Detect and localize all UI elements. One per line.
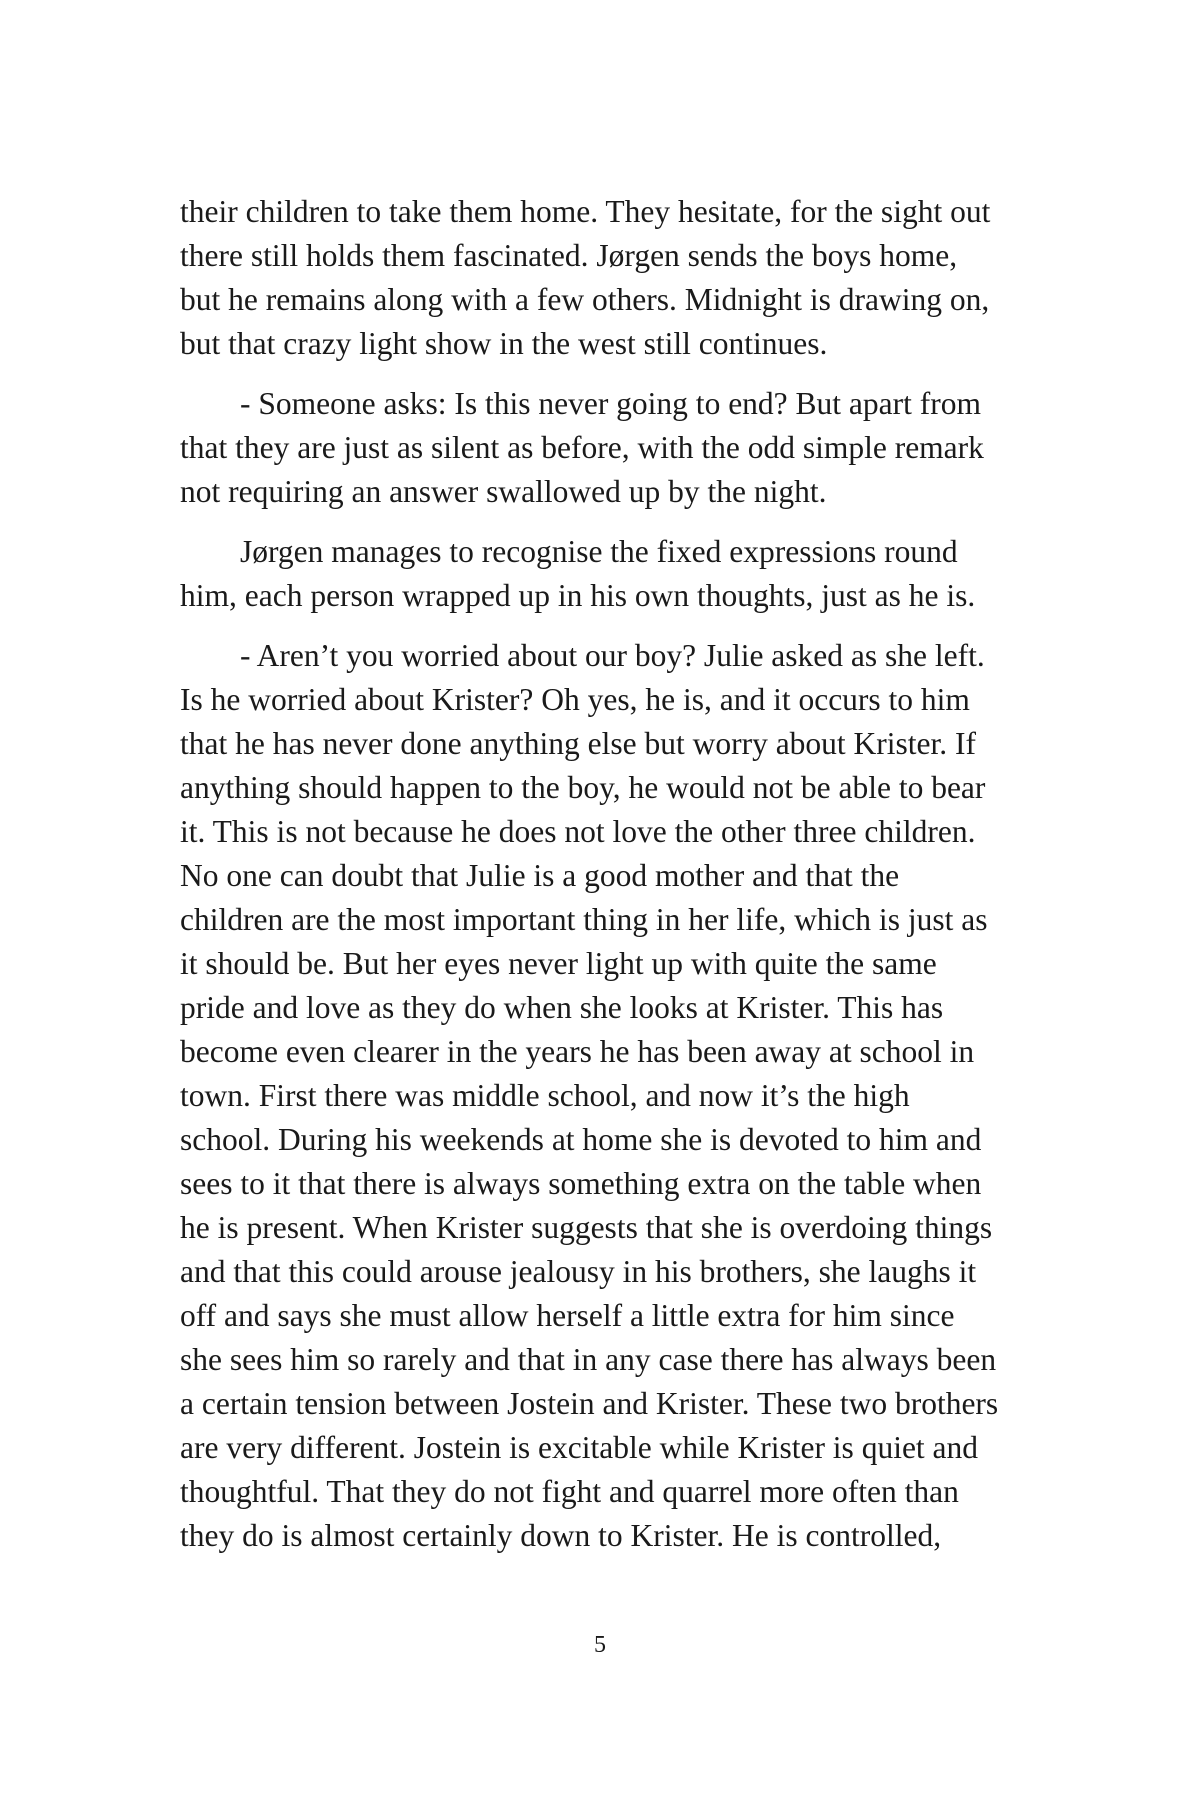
text-line: there still holds them fascinated. Jørgen sends the boys home,	[180, 238, 958, 273]
page-number: 5	[594, 1632, 606, 1658]
text-line: anything should happen to the boy, he would not be able to bear	[180, 770, 986, 805]
text-line: a certain tension between Jostein and Krister. These two brothers	[180, 1386, 999, 1421]
text-line: him, each person wrapped up in his own thoughts, just as he is.	[180, 578, 976, 613]
paragraph-2	[180, 382, 1060, 514]
text-line: not requiring an answer swallowed up by the night.	[180, 474, 827, 509]
text-line: that they are just as silent as before, with the odd simple remark	[180, 430, 984, 465]
paragraph-1	[180, 190, 1060, 366]
text-line: - Aren’t you worried about our boy? Julie asked as she left.	[240, 638, 985, 673]
text-line: Jørgen manages to recognise the fixed expressions round	[240, 534, 958, 569]
text-line: become even clearer in the years he has been away at school in	[180, 1034, 975, 1069]
text-line: their children to take them home. They hesitate, for the sight out	[180, 194, 991, 229]
text-line: off and says she must allow herself a little extra for him since	[180, 1298, 955, 1333]
page-body	[180, 190, 1060, 1574]
text-line: - Someone asks: Is this never going to end? But apart from	[240, 386, 981, 421]
text-line: town. First there was middle school, and now it’s the high	[180, 1078, 910, 1113]
text-line: but that crazy light show in the west still continues.	[180, 326, 828, 361]
text-line: that he has never done anything else but worry about Krister. If	[180, 726, 977, 761]
text-line: but he remains along with a few others. Midnight is drawing on,	[180, 282, 990, 317]
text-line: she sees him so rarely and that in any case there has always been	[180, 1342, 997, 1377]
text-line: school. During his weekends at home she is devoted to him and	[180, 1122, 982, 1157]
text-line: they do is almost certainly down to Krister. He is controlled,	[180, 1518, 942, 1553]
text-line: sees to it that there is always something extra on the table when	[180, 1166, 982, 1201]
text-line: it should be. But her eyes never light up with quite the same	[180, 946, 937, 981]
text-line: are very different. Jostein is excitable while Krister is quiet and	[180, 1430, 979, 1465]
text-line: it. This is not because he does not love the other three children.	[180, 814, 976, 849]
text-line: and that this could arouse jealousy in his brothers, she laughs it	[180, 1254, 977, 1289]
paragraph-3	[180, 530, 1060, 618]
text-line: pride and love as they do when she looks at Krister. This has	[180, 990, 944, 1025]
text-line: he is present. When Krister suggests that she is overdoing things	[180, 1210, 993, 1245]
text-line: thoughtful. That they do not fight and quarrel more often than	[180, 1474, 959, 1509]
text-line: children are the most important thing in her life, which is just as	[180, 902, 988, 937]
text-line: Is he worried about Krister? Oh yes, he is, and it occurs to him	[180, 682, 970, 717]
paragraph-4	[180, 634, 1060, 1558]
text-line: No one can doubt that Julie is a good mother and that the	[180, 858, 900, 893]
